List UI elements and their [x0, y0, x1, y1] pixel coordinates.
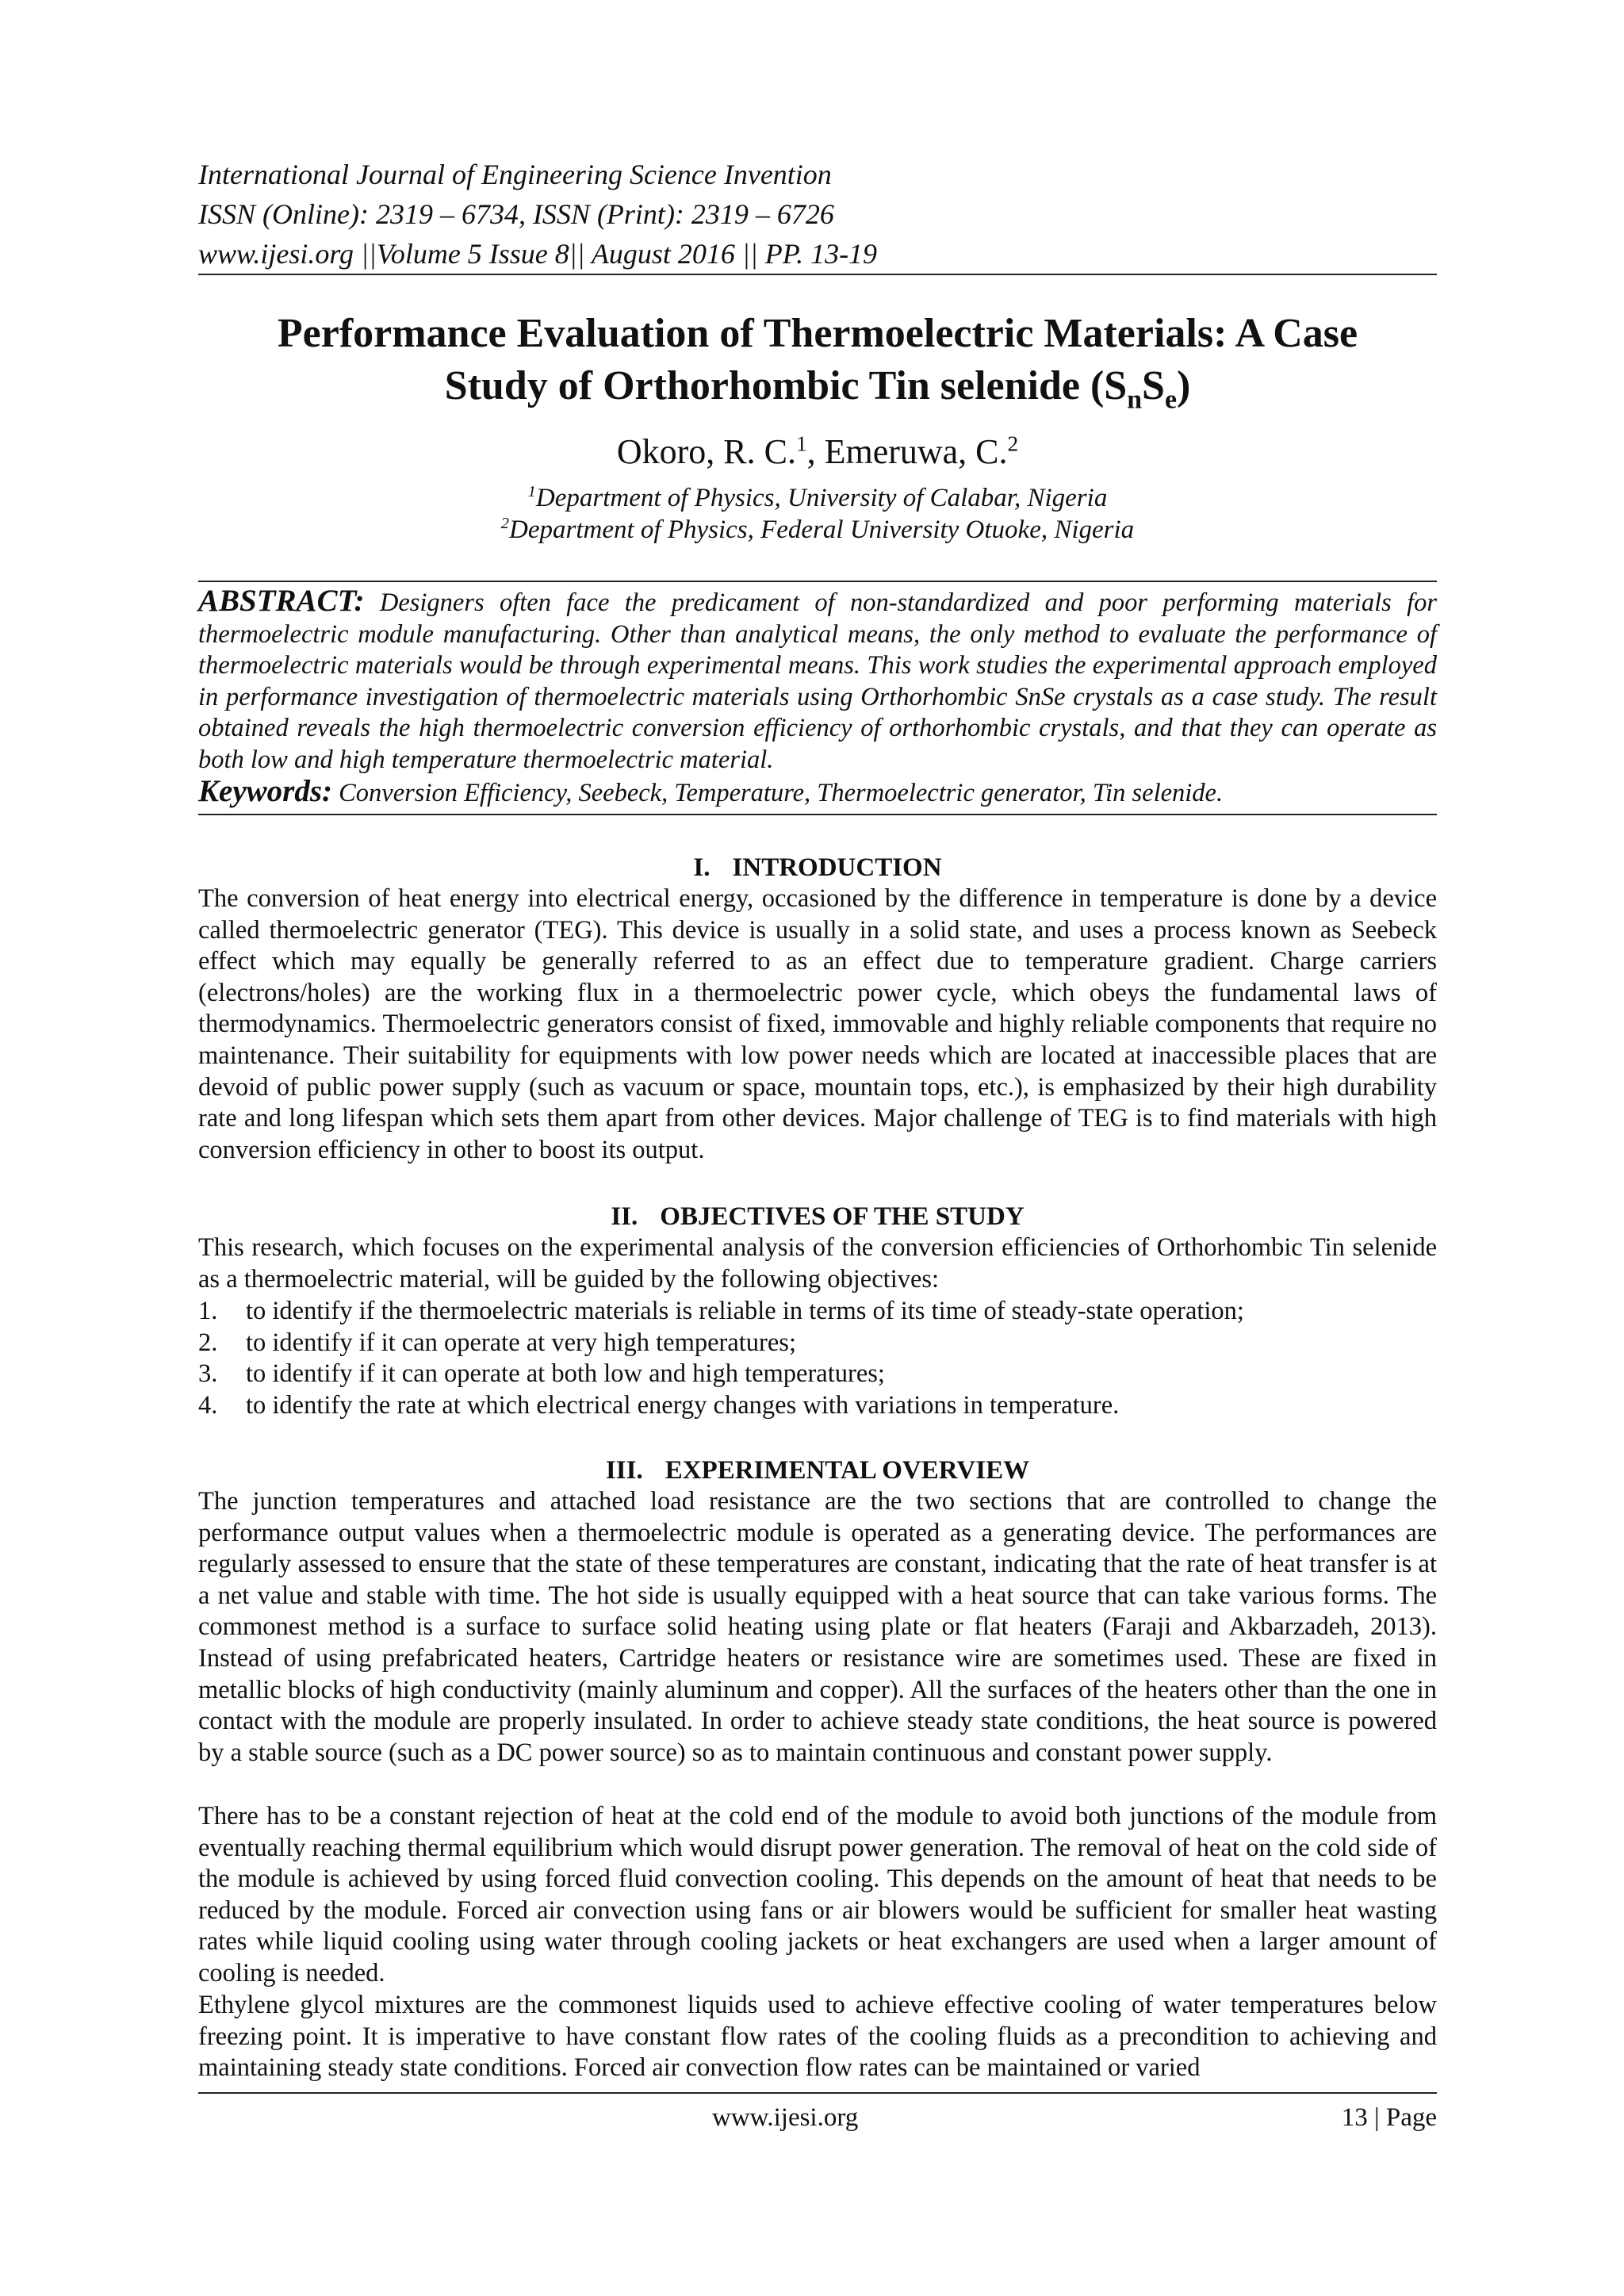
- footer-rule: [198, 2092, 1437, 2094]
- experimental-paragraph-1: The junction temperatures and attached load resistance are the two sections that are controlled to change the performance output values when a thermoelectric module is operated as a generating device. The performances are regularly assessed to ensure that the state of these temperatures are constant, indicating that the rate of heat transfer is at a net value and stable with time. The hot side is usually equipped with a heat source that can take various forms. The commonest method is a surface to surface solid heating using plate or flat heaters (Faraji and Akbarzadeh, 2013). Instead of using prefabricated heaters, Cartridge heaters or resistance wire are sometimes used. These are fixed in metallic blocks of high conductivity (mainly aluminum and copper). All the surfaces of the heaters other than the one in contact with the module are properly insulated. In order to achieve steady state conditions, the heat source is powered by a stable source (such as a DC power source) so as to maintain continuous and constant power supply.: [198, 1487, 1437, 1767]
- journal-volume: www.ijesi.org ||Volume 5 Issue 8|| August 2016 || PP. 13-19: [198, 238, 878, 270]
- footer-page-number: 13 | Page: [1341, 2103, 1437, 2132]
- list-item: 4. to identify the rate at which electrical energy changes with variations in temperature.: [198, 1390, 1120, 1420]
- objectives-paragraph: This research, which focuses on the experimental analysis of the conversion efficiencies of Orthorhombic Tin selenide as a thermoelectric material, will be guided by the following objectives:: [198, 1233, 1437, 1294]
- keywords-label: Keywords:: [198, 774, 332, 808]
- experimental-paragraph-3: Ethylene glycol mixtures are the commonest liquids used to achieve effective cooling of water temperatures below freezing point. It is imperative to have constant flow rates of the cooling fluids as a precondition to achieving and maintaining steady state conditions. Forced air convection flow rates can be maintained or varied: [198, 1991, 1437, 2083]
- footer-site: www.ijesi.org: [712, 2103, 859, 2132]
- introduction-paragraph: The conversion of heat energy into electrical energy, occasioned by the difference in temperature is done by a device called thermoelectric generator (TEG). This device is usually in a solid state, and uses a process known as Seebeck effect which may equally be generally referred to as an effect due to temperature gradient. Charge carriers (electrons/holes) are the working flux in a thermoelectric power cycle, which obeys the fundamental laws of thermodynamics. Thermoelectric generators consist of fixed, immovable and highly reliable components that require no maintenance. Their suitability for equipments with low power needs which are located at inaccessible places that are devoid of public power supply (such as vacuum or space, mountain tops, etc.), is emphasized by their high durability rate and long lifespan which sets them apart from other devices. Major challenge of TEG is to find materials with high conversion efficiency in other to boost its output.: [198, 884, 1437, 1164]
- section-heading-experimental: III. EXPERIMENTAL OVERVIEW: [605, 1456, 1030, 1485]
- author-1: Okoro, R. C.: [616, 432, 796, 471]
- keywords: [198, 776, 1223, 809]
- experimental-paragraph-2: There has to be a constant rejection of heat at the cold end of the module to avoid both junctions of the module from eventually reaching thermal equilibrium which would disrupt power generation. The removal of heat on the cold side of the module is achieved by using forced fluid convection cooling. This depends on the amount of heat that needs to be reduced by the module. Forced air convection using fans or air blowers would be sufficient for smaller heat wasting rates while liquid cooling using water through cooling jackets or heat exchangers are used when a larger amount of cooling is needed.: [198, 1802, 1437, 1987]
- title-line-2: Study of Orthorhombic Tin selenide $(S_nS_e)$: [444, 363, 1191, 415]
- abstract: [198, 585, 1437, 776]
- keywords-text: Conversion Efficiency, Seebeck, Temperature, Thermoelectric generator, Tin selenide.: [339, 779, 1224, 807]
- affiliation-1: $^1$Department of Physics, University of Calabar, Nigeria: [527, 483, 1108, 512]
- paper-title: [198, 308, 1437, 426]
- affiliation-2: $^2$Department of Physics, Federal University Otuoke, Nigeria: [500, 515, 1135, 544]
- objectives-list: [198, 1296, 1437, 1421]
- abstract-bottom-rule: [198, 814, 1437, 815]
- abstract-label: ABSTRACT:: [198, 584, 365, 618]
- abstract-top-rule: [198, 581, 1437, 582]
- list-item: 3. to identify if it can operate at both low and high temperatures;: [198, 1359, 885, 1389]
- section-heading-introduction: I. INTRODUCTION: [693, 853, 942, 882]
- list-item: 2. to identify if it can operate at very high temperatures;: [198, 1328, 796, 1357]
- author-2: Emeruwa, C.: [824, 432, 1008, 471]
- title-line-1: Performance Evaluation of Thermoelectric Materials: A Case: [277, 311, 1358, 356]
- journal-issn: ISSN (Online): 2319 – 6734, ISSN (Print): 2319 – 6726: [198, 198, 834, 230]
- section-heading-objectives: II. OBJECTIVES OF THE STUDY: [611, 1202, 1025, 1231]
- list-item: 1. to identify if the thermoelectric materials is reliable in terms of its time of steady-state operation;: [198, 1297, 1244, 1325]
- journal-name: International Journal of Engineering Science Invention: [198, 159, 832, 190]
- author-list: Okoro, R. C.$^1$, Emeruwa, C.$^2$: [616, 431, 1019, 471]
- header-rule: [198, 274, 1437, 275]
- abstract-text: Designers often face the predicament of non-standardized and poor performing materials for thermoelectric module manufacturing. Other than analytical means, the only method to evaluate the performance of thermoelectric materials would be through experimental means. This work studies the experimental approach employed in performance investigation of thermoelectric materials using Orthorhombic SnSe crystals as a case study. The result obtained reveals the high thermoelectric conversion efficiency of orthorhombic crystals, and that they can operate as both low and high temperature thermoelectric material.: [198, 588, 1438, 774]
